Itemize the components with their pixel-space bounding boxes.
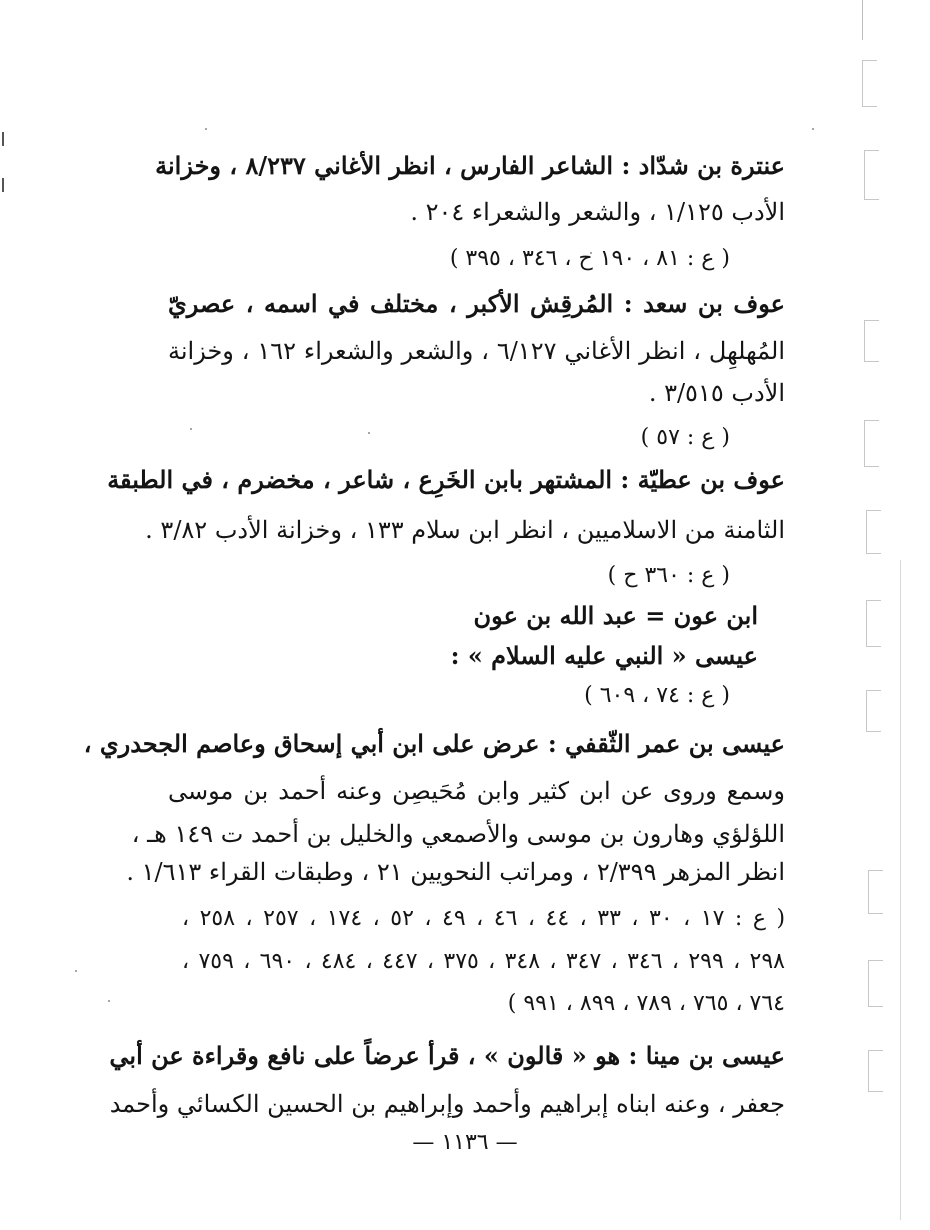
page-number: — ١١٣٦ — <box>412 1130 518 1155</box>
scan-speck <box>812 128 814 130</box>
scan-edge-line <box>862 0 863 40</box>
scan-edge-bracket <box>864 420 879 467</box>
scan-edge-bracket <box>862 60 877 107</box>
entry-antara-ref: ( ع : ٨١ ، ١٩٠ ح ، ٣٤٦ ، ٣٩٥ ) <box>449 246 730 271</box>
entry-ibn-awn: ابن عون = عبد الله بن عون <box>473 601 758 630</box>
entry-isa-ibn-umar-line-4: انظر المزهر ٢/٣٩٩ ، ومراتب النحويين ٢١ ، وطبقات القراء ١/٦١٣ . <box>126 858 785 886</box>
entry-awf-ibn-saad-line-2: المُهلهِل ، انظر الأغاني ٦/١٢٧ ، والشعر والشعراء ١٦٢ ، وخزانة <box>168 337 785 365</box>
scan-left-mark <box>2 132 4 146</box>
entry-awf-ibn-atiyya-line-2: الثامنة من الاسلاميين ، انظر ابن سلام ١٣٣ ، وخزانة الأدب ٣/٨٢ . <box>145 516 785 544</box>
scan-edge-line <box>900 560 901 1220</box>
scan-speck <box>190 428 192 430</box>
entry-isa-nabi-ref: ( ع : ٧٤ ، ٦٠٩ ) <box>584 683 730 708</box>
entry-isa-ibn-umar-ref-2: ٢٩٨ ، ٢٩٩ ، ٣٤٦ ، ٣٤٧ ، ٣٤٨ ، ٣٧٥ ، ٤٤٧ ، ٤٨٤ ، ٦٩٠ ، ٧٥٩ ، <box>182 949 785 974</box>
entry-isa-ibn-mina-line-1: عيسى بن مينا : هو « قالون » ، قرأ عرضاً على نافع وقراءة عن أبي <box>109 1041 785 1070</box>
scan-left-mark <box>2 178 4 192</box>
scan-edge-bracket <box>868 870 883 914</box>
entry-awf-ibn-atiyya-ref: ( ع : ٣٦٠ ح ) <box>607 563 730 588</box>
entry-isa-nabi: عيسى « النبي عليه السلام » : <box>450 641 758 670</box>
entry-antara-line-2: الأدب ١/١٢٥ ، والشعر والشعراء ٢٠٤ . <box>410 198 785 226</box>
scan-speck <box>368 432 370 434</box>
entry-isa-ibn-mina-line-2: جعفر ، وعنه ابناه إبراهيم وأحمد وإبراهيم بن الحسين الكسائي وأحمد <box>109 1090 785 1118</box>
scan-edge-bracket <box>866 510 881 554</box>
entry-isa-ibn-umar-ref-1: ( ع : ١٧ ، ٣٠ ، ٣٣ ، ٤٤ ، ٤٦ ، ٤٩ ، ٥٢ ، ١٧٤ ، ٢٥٧ ، ٢٥٨ ، <box>182 906 786 931</box>
scan-edge-bracket <box>864 150 879 200</box>
scan-edge-bracket <box>864 320 879 362</box>
entry-isa-ibn-umar-ref-3: ٧٦٤ ، ٧٦٥ ، ٧٨٩ ، ٨٩٩ ، ٩٩١ ) <box>507 991 785 1016</box>
entry-isa-ibn-umar-line-1: عيسى بن عمر الثّقفي : عرض على ابن أبي إسحاق وعاصم الجحدري ، <box>83 729 785 758</box>
scan-edge-bracket <box>868 960 883 1007</box>
entry-antara-heading: عنترة بن شدّاد : الشاعر الفارس ، انظر الأغاني ٨/٢٣٧ ، وخزانة <box>155 151 785 180</box>
entry-awf-ibn-saad-ref: ( ع : ٥٧ ) <box>640 425 730 450</box>
entry-antara-line-1 <box>155 150 785 182</box>
entry-isa-ibn-umar-line-2: وسمع وروى عن ابن كثير وابن مُحَيصِن وعنه أحمد بن موسى <box>168 777 785 805</box>
scan-speck <box>75 970 77 972</box>
entry-awf-ibn-atiyya-line-1: عوف بن عطيّة : المشتهر بابن الخَرِع ، شاعر ، مخضرم ، في الطبقة <box>107 465 785 494</box>
scan-speck <box>205 128 207 130</box>
scan-edge-bracket <box>868 1050 883 1092</box>
entry-awf-ibn-saad-line-3: الأدب ٣/٥١٥ . <box>648 379 785 407</box>
scan-edge-bracket <box>866 600 881 647</box>
entry-isa-ibn-umar-line-3: اللؤلؤي وهارون بن موسى والأصمعي والخليل بن أحمد ت ١٤٩ هـ ، <box>131 820 785 848</box>
scan-speck <box>108 1000 110 1002</box>
entry-awf-ibn-saad-line-1: عوف بن سعد : المُرقِش الأكبر ، مختلف في اسمه ، عصريّ <box>168 289 785 318</box>
scan-edge-bracket <box>866 690 881 732</box>
